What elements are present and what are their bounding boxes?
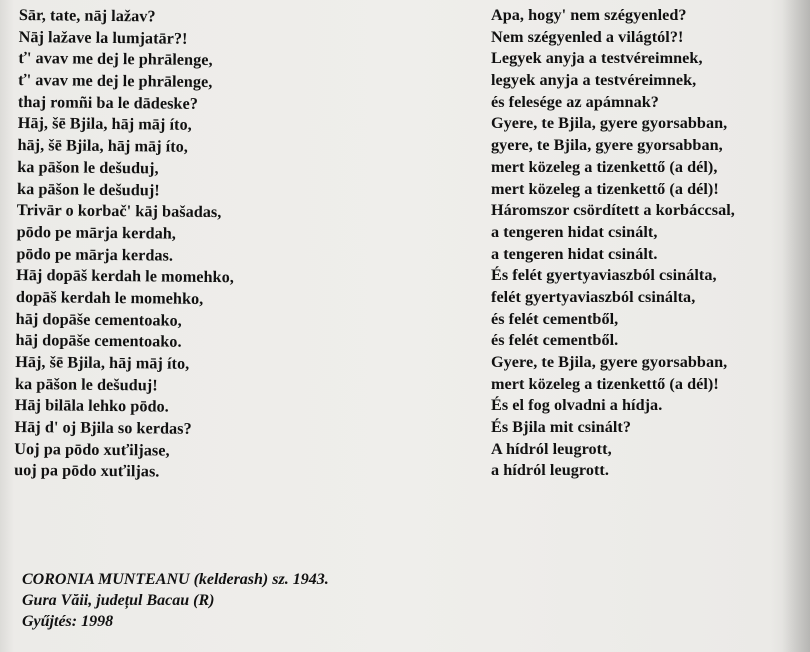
poem-line: hāj dopāše cementoako, [15,309,182,330]
translation-line: legyek anyja a testvéreimnek, [491,71,697,90]
page-edge-shadow [782,0,810,652]
poem-line: ť' avav me dej le phrālenge, [18,71,213,92]
translation-line: és felét cementből, [491,309,619,328]
translation-line: És el fog olvadni a hídja. [491,396,663,415]
hungarian-translation [491,5,735,482]
translation-line: És Bjila mit csinált? [491,418,631,437]
poem-line: dopāš kerdah le momehko, [15,287,204,308]
poem-line: thaj romñi ba le dādeske? [17,92,199,113]
source-attribution [22,569,329,632]
poem-line: Nāj lažave la lumjatār?! [18,27,188,48]
poem-line: Sār, tate, nāj lažav? [18,5,156,26]
poem-line: Hāj d' oj Bjila so kerdas? [14,418,192,438]
translation-line: mert közeleg a tizenkettő (a dél)! [491,179,719,198]
poem-line: ka pāšon le dešuduj! [14,374,158,395]
poem-line: hāj, šē Bjila, hāj māj íto, [17,136,189,156]
poem-line: uoj pa pōdo xuťiljas. [14,461,160,481]
translation-line: és felét cementből. [491,331,619,350]
poem-line: hāj dopāše cementoako. [15,331,182,352]
poem-line: ka pāšon le dešuduj! [16,179,160,199]
singer-line: CORONIA MUNTEANU (kelderash) sz. 1943. [22,571,329,588]
translation-line: A hídról leugrott, [491,439,612,458]
poem-line: ť' avav me dej le phrālenge, [18,49,213,70]
translation-line: és felesége az apámnak? [491,92,659,111]
poem-line: pōdo pe mārja kerdas. [16,244,174,265]
place-line: Gura Văii, județul Bacau (R) [22,592,215,609]
translation-line: gyere, te Bjila, gyere gyorsabban, [491,136,723,155]
translation-line: a tengeren hidat csinált, [491,222,658,241]
translation-line: a hídról leugrott. [491,461,609,480]
poem-line: Hāj, šē Bjila, hāj māj íto, [15,352,190,373]
translation-line: mert közeleg a tizenkettő (a dél)! [491,374,719,393]
translation-line: Gyere, te Bjila, gyere gyorsabban, [491,114,728,133]
collected-line: Gyűjtés: 1998 [22,613,114,630]
translation-line: Apa, hogy' nem szégyenled? [491,6,687,24]
translation-line: És felét gyertyaviaszból csinálta, [491,266,717,285]
poem-line: Trivār o korbač' kāj bašadas, [16,201,222,222]
translation-line: Gyere, te Bjila, gyere gyorsabban, [491,353,728,371]
romani-poem [14,5,237,484]
translation-line: Nem szégyenled a világtól?! [491,27,684,46]
translation-line: Legyek anyja a testvéreimnek, [491,49,703,68]
poem-line: Hāj bilāla lehko pōdo. [14,396,169,416]
poem-line: Hāj dopāš kerdah le momehko, [16,266,234,287]
translation-line: a tengeren hidat csinált. [491,244,658,263]
translation-line: felét gyertyaviaszból csinálta, [491,287,696,306]
poem-line: pōdo pe mārja kerdah, [16,222,177,243]
translation-line: mert közeleg a tizenkettő (a dél), [491,157,718,176]
poem-line: Uoj pa pōdo xuťiljase, [14,439,170,460]
translation-line: Háromszor csördített a korbáccsal, [491,201,735,220]
poem-line: Hāj, šē Bjila, hāj māj íto, [17,114,192,135]
poem-line: ka pāšon le dešuduj, [17,157,159,178]
